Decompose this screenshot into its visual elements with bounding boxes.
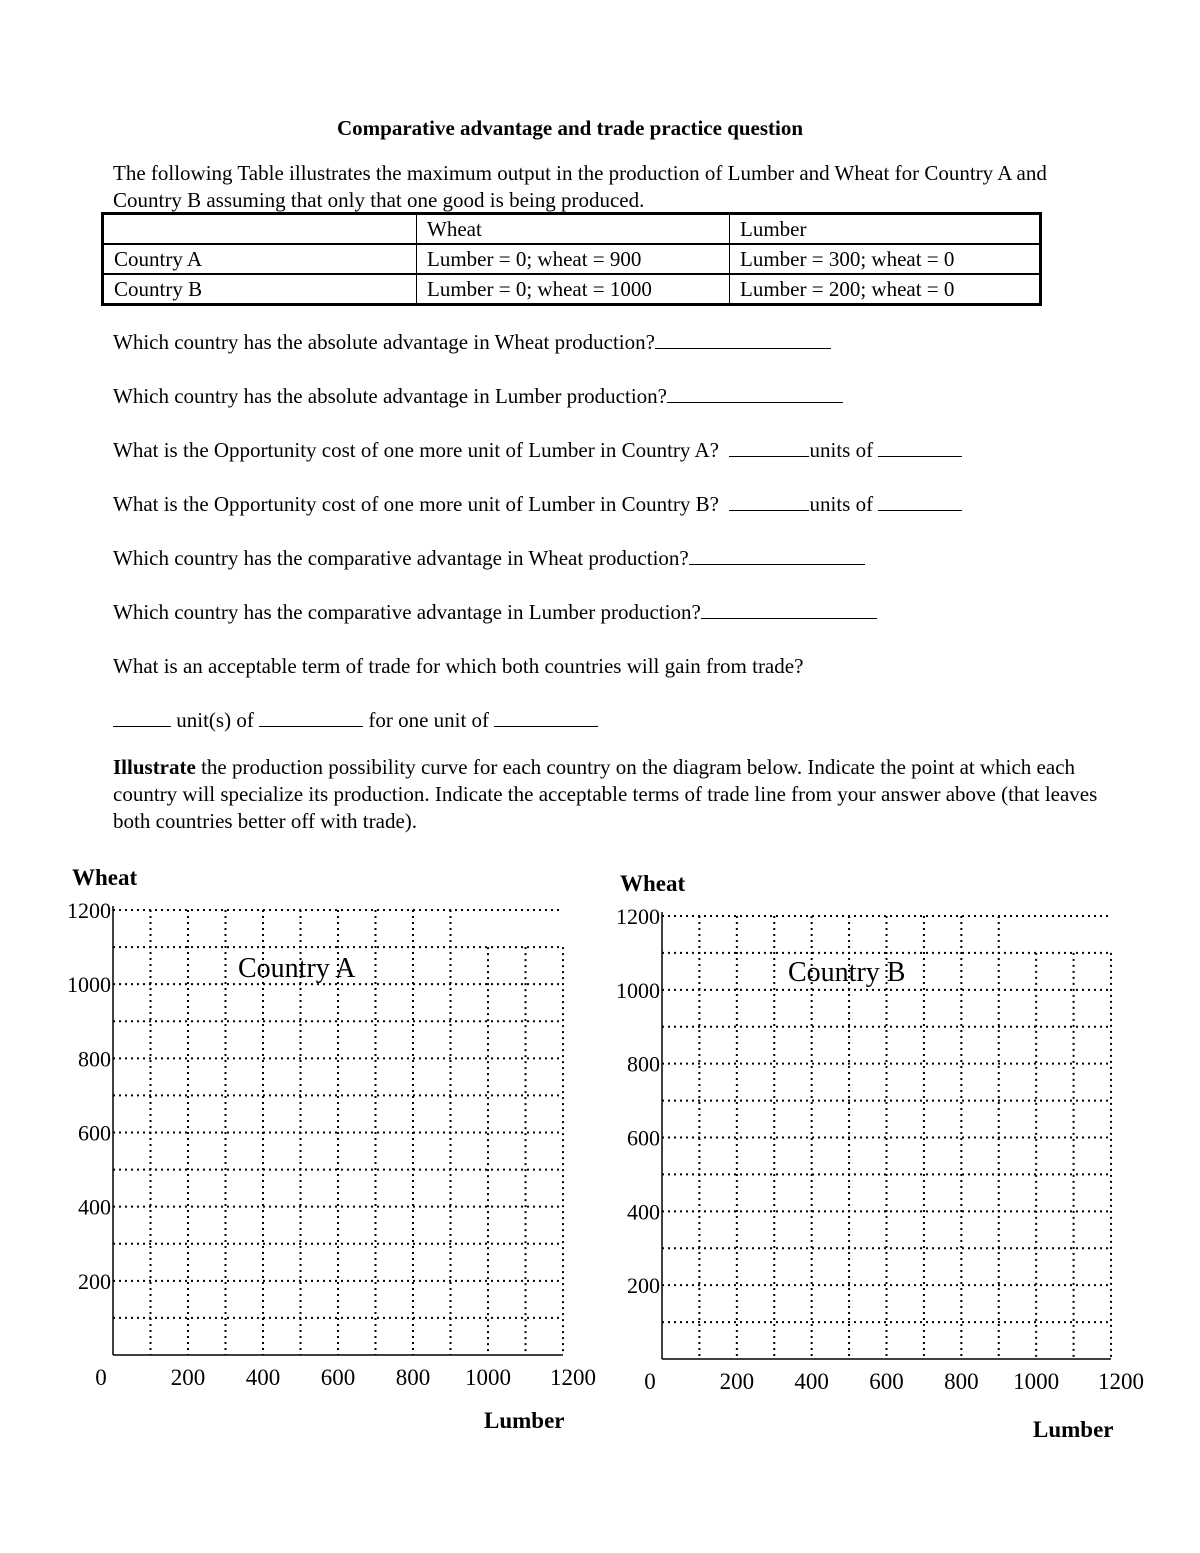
y-tick-label: 600 xyxy=(78,1120,111,1146)
table-cell: Lumber = 200; wheat = 0 xyxy=(730,274,1041,305)
x-tick-label: 1200 xyxy=(1098,1369,1144,1394)
question-5 xyxy=(113,546,865,571)
x-tick-label: 600 xyxy=(320,1365,356,1390)
answer-blank[interactable] xyxy=(729,438,809,457)
question-1 xyxy=(113,330,831,355)
table-header-cell: Lumber xyxy=(730,214,1041,245)
question-text: What is the Opportunity cost of one more unit of Lumber in Country A? xyxy=(113,438,719,462)
terms-of-trade-line xyxy=(113,708,598,733)
table-cell: Lumber = 0; wheat = 1000 xyxy=(417,274,730,305)
answer-blank[interactable] xyxy=(878,492,962,511)
y-tick-label: 400 xyxy=(627,1199,660,1225)
instructions-text: the production possibility curve for each country on the diagram below. Indicate the point at which each country will specialize its production. Indicate the acceptable terms of trade line from your answer above (that leaves both countries better off with trade). xyxy=(113,755,1098,833)
y-axis-label: Wheat xyxy=(72,865,138,890)
page-title: Comparative advantage and trade practice question xyxy=(337,116,804,140)
question-text: What is the Opportunity cost of one more unit of Lumber in Country B? xyxy=(113,492,719,516)
question-6 xyxy=(113,600,877,625)
units-of-label: units of xyxy=(809,438,874,462)
x-tick-label: 400 xyxy=(245,1365,281,1390)
question-text: Which country has the absolute advantage in Lumber production? xyxy=(113,384,667,408)
answer-blank[interactable] xyxy=(729,492,809,511)
x-tick-label: 1000 xyxy=(465,1365,511,1390)
x-tick-label: 400 xyxy=(794,1369,829,1394)
question-text: What is an acceptable term of trade for which both countries will gain from trade? xyxy=(113,654,804,678)
chart-country-a[interactable] xyxy=(0,853,600,1453)
y-tick-label: 800 xyxy=(627,1051,660,1077)
table-cell: Lumber = 0; wheat = 900 xyxy=(417,244,730,274)
chart-country-b[interactable] xyxy=(600,853,1200,1453)
x-tick-label: 1000 xyxy=(1013,1369,1060,1394)
instructions-paragraph xyxy=(113,754,1113,835)
y-tick-label: 1200 xyxy=(67,898,111,923)
y-tick-label: 200 xyxy=(627,1273,660,1299)
units-of-label: units of xyxy=(809,492,874,516)
x-tick-label: 800 xyxy=(395,1365,431,1390)
answer-blank[interactable] xyxy=(878,438,962,457)
y-tick-label: 1200 xyxy=(616,904,660,929)
table-row xyxy=(103,244,1041,274)
instructions-bold: Illustrate xyxy=(113,755,196,779)
x-tick-label: 0 xyxy=(95,1365,107,1390)
answer-blank[interactable] xyxy=(259,708,363,727)
units-label: unit(s) of xyxy=(176,708,254,732)
answer-blank[interactable] xyxy=(655,330,831,349)
table-header-cell: Wheat xyxy=(417,214,730,245)
y-tick-label: 600 xyxy=(627,1125,660,1151)
answer-blank[interactable] xyxy=(494,708,598,727)
x-axis-label: Lumber xyxy=(484,1408,565,1433)
question-3 xyxy=(113,438,962,463)
answer-blank[interactable] xyxy=(667,384,843,403)
x-tick-label: 1200 xyxy=(550,1365,596,1390)
y-tick-label: 1000 xyxy=(616,977,660,1003)
table-cell: Country B xyxy=(103,274,417,305)
x-tick-label: 600 xyxy=(869,1369,904,1394)
y-axis-label: Wheat xyxy=(620,871,686,896)
y-tick-label: 400 xyxy=(78,1194,111,1220)
for-one-unit-label: for one unit of xyxy=(368,708,490,732)
table-header-cell xyxy=(103,214,417,245)
y-tick-label: 1000 xyxy=(67,972,111,998)
x-tick-label: 200 xyxy=(719,1369,755,1394)
x-tick-label: 200 xyxy=(170,1365,206,1390)
table-row xyxy=(103,274,1041,305)
question-text: Which country has the absolute advantage in Wheat production? xyxy=(113,330,655,354)
x-tick-label: 800 xyxy=(944,1369,979,1394)
chart-title: Country A xyxy=(238,953,356,984)
y-tick-label: 800 xyxy=(78,1046,111,1072)
x-tick-label: 0 xyxy=(644,1369,656,1394)
question-text: Which country has the comparative advantage in Lumber production? xyxy=(113,600,701,624)
table-cell: Country A xyxy=(103,244,417,274)
answer-blank[interactable] xyxy=(701,600,877,619)
intro-paragraph: The following Table illustrates the maximum output in the production of Lumber and Wheat for Country A and Country B assuming that only that one good is being produced. xyxy=(113,161,1047,212)
x-axis-label: Lumber xyxy=(1033,1417,1114,1442)
answer-blank[interactable] xyxy=(113,708,171,727)
table-header-row xyxy=(103,214,1041,245)
question-2 xyxy=(113,384,843,409)
question-7 xyxy=(113,654,803,679)
question-text: Which country has the comparative advantage in Wheat production? xyxy=(113,546,689,570)
table-cell: Lumber = 300; wheat = 0 xyxy=(730,244,1041,274)
production-table xyxy=(101,212,1042,306)
chart-title: Country B xyxy=(788,957,906,988)
question-4 xyxy=(113,492,962,517)
y-tick-label: 200 xyxy=(78,1268,111,1294)
answer-blank[interactable] xyxy=(689,546,865,565)
